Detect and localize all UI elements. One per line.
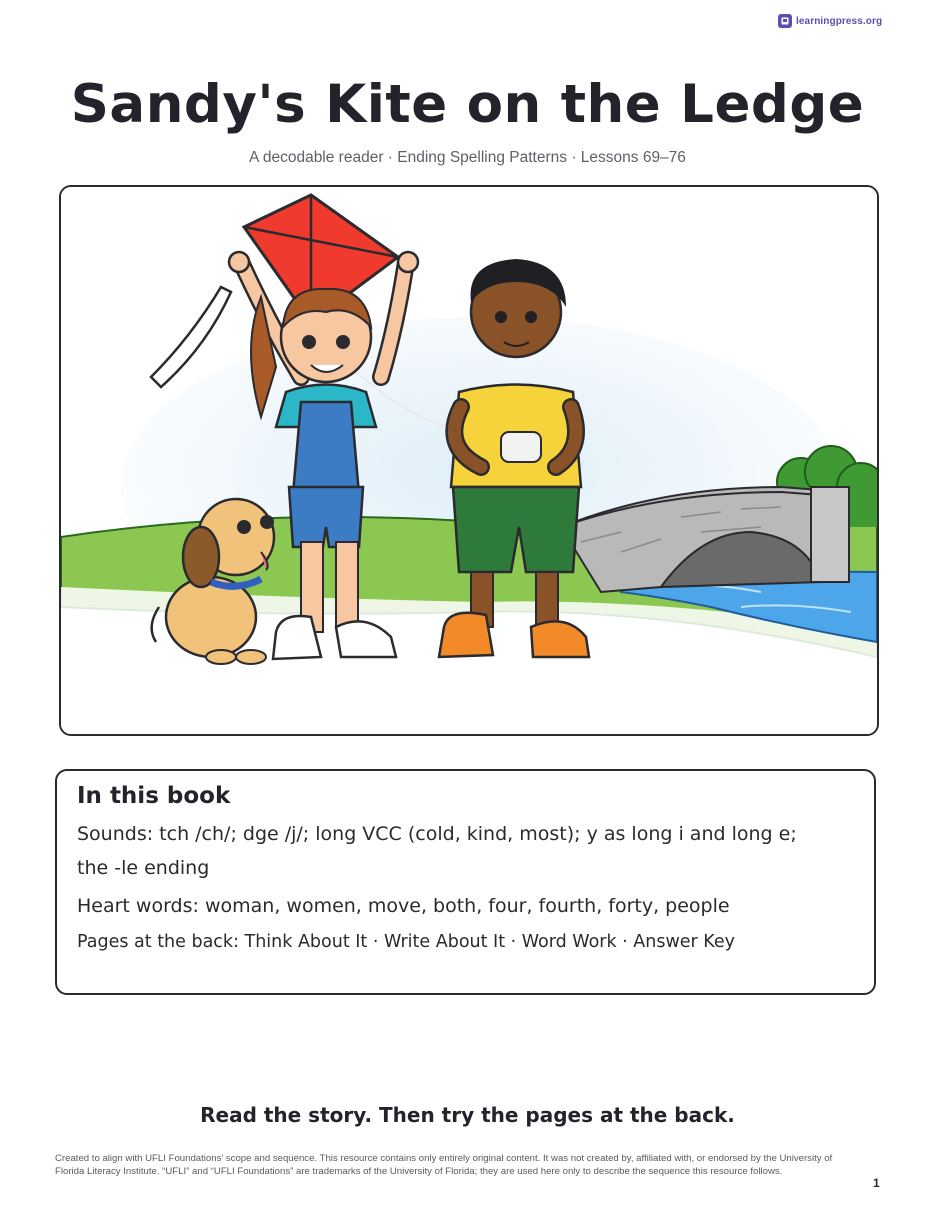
heart-words-line: Heart words: woman, women, move, both, four, fourth, forty, people	[77, 895, 730, 917]
book-info-box	[55, 769, 876, 995]
cover-illustration	[59, 185, 879, 736]
pages-at-back-line: Pages at the back: Think About It · Write About It · Word Work · Answer Key	[77, 932, 736, 952]
page-subtitle: A decodable reader · Ending Spelling Patterns · Lessons 69–76	[249, 149, 686, 166]
brand-badge[interactable]	[778, 13, 882, 29]
page-title: Sandy's Kite on the Ledge	[70, 74, 865, 135]
book-logo-icon	[778, 14, 792, 28]
sounds-line: Sounds: tch /ch/; dge /j/; long VCC (cold, kind, most); y as long i and long e;	[77, 823, 797, 845]
reading-instruction: Read the story. Then try the pages at the back.	[200, 1103, 735, 1127]
brand-link[interactable]: learningpress.org	[796, 15, 883, 27]
sounds-line-cont: the -le ending	[77, 857, 210, 879]
info-heading: In this book	[77, 783, 231, 809]
cover-illustration-svg	[61, 187, 877, 734]
page-number: 1	[873, 1176, 880, 1190]
disclaimer-text: Created to align with UFLI Foundations' scope and sequence. This resource contains only entirely original content. It was not created by, affiliated with, or endorsed by the University of Florida Literacy Institute. “UFLI” and “UFLI Foundations” are trademarks of the University of Florida; they are used here only to describe the sequence this resource follows.	[55, 1153, 833, 1177]
